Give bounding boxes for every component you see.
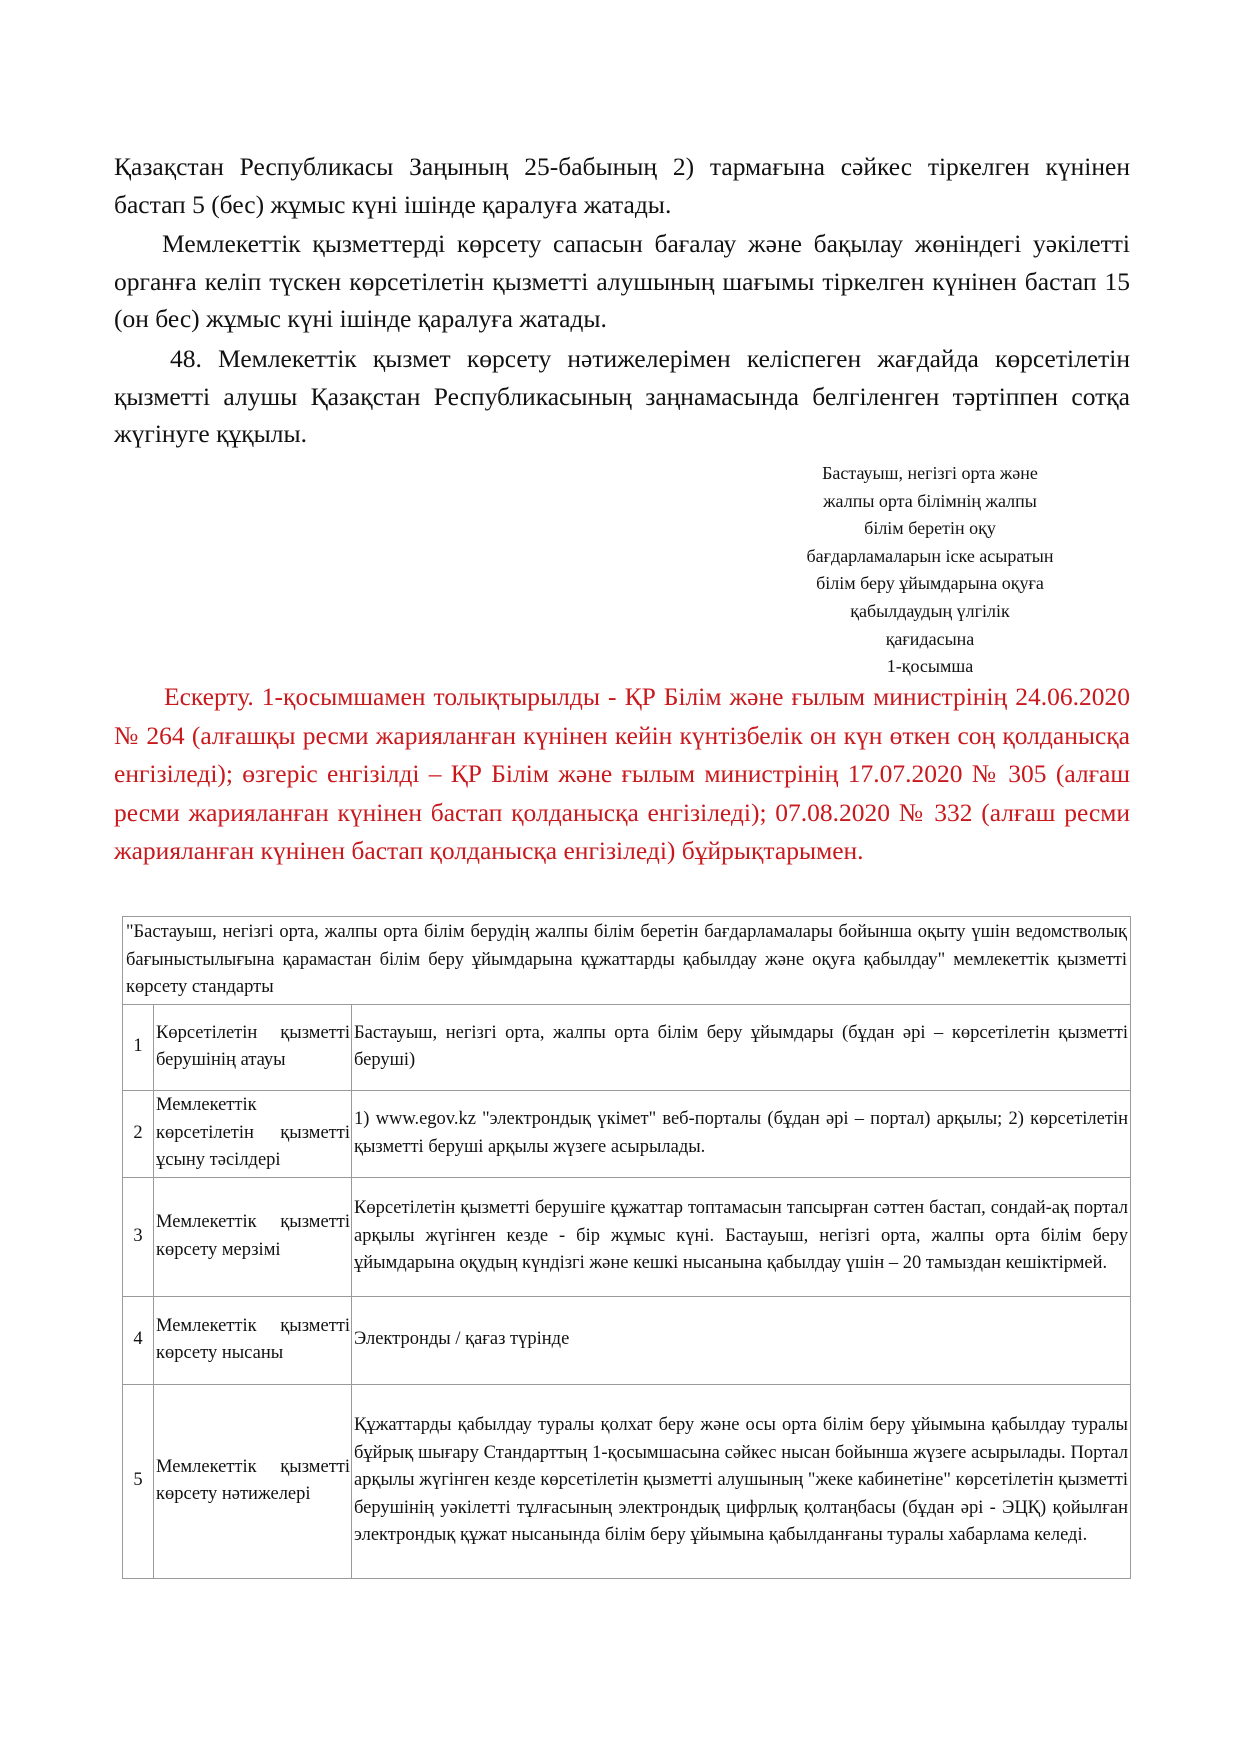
row-value: Құжаттарды қабылдау туралы қолхат беру және осы орта білім беру ұйымына қабылдау туралы бұйрық шығару Стандарттың 1-қосымшасына сәйкес нысан бойынша жүзеге асырылады. Портал арқылы жүгінген кезде көрсетілетін қызметті алушының "жеке кабинетіне" көрсетілетін қызметті берушінің уәкілетті тұлғасының электрондық цифрлық қолтаңбасы (бұдан әрі - ЭЦҚ) қойылған электрондық құжат нысанында білім беру ұйымына қабылданғаны туралы хабарлама келеді. bbox=[352, 1384, 1131, 1578]
row-label: Көрсетілетін қызметті берушінің атауы bbox=[154, 1004, 352, 1090]
row-number: 1 bbox=[123, 1004, 154, 1090]
row-value: Көрсетілетін қызметті берушіге құжаттар топтамасын тапсырған сәттен бастап, сондай-ақ портал арқылы жүгінген кезде - бір жұмыс күні. Бастауыш, негізгі орта, жалпы орта білім беру ұйымдарына оқудың күндізгі және кешкі нысанына қабылдау үшін – 20 тамыздан кешіктірмей. bbox=[352, 1177, 1131, 1296]
row-value: Бастауыш, негізгі орта, жалпы орта білім беру ұйымдары (бұдан әрі – көрсетілетін қызметті беруші) bbox=[352, 1004, 1131, 1090]
table-title-row bbox=[123, 917, 1131, 1005]
table-row bbox=[123, 1296, 1131, 1384]
amendment-note: Ескерту. 1-қосымшамен толықтырылды - ҚР Білім және ғылым министрінің 24.06.2020 № 264 (алғашқы ресми жарияланған күнінен кейін күнтізбелік он күн өткен соң қолданысқа енгізіледі); өзгеріс енгізілді – ҚР Білім және ғылым министрінің 17.07.2020 № 305 (алғаш ресми жарияланған күнінен бастап қолданысқа енгізіледі); 07.08.2020 № 332 (алғаш ресми жарияланған күнінен бастап қолданысқа енгізіледі) бұйрықтарымен. bbox=[114, 682, 1130, 865]
table-row bbox=[123, 1177, 1131, 1296]
service-standard-table bbox=[122, 916, 1131, 1579]
row-label: Мемлекеттік қызметті көрсету нысаны bbox=[154, 1296, 352, 1384]
paragraph-complaint-5-days bbox=[114, 148, 1130, 223]
row-label: Мемлекеттік көрсетілетін қызметті ұсыну тәсілдері bbox=[154, 1090, 352, 1177]
paragraph-text: Мемлекеттік қызметтерді көрсету сапасын бағалау және бақылау жөніндегі уәкілетті органға келіп түскен көрсетілетін қызметті алушының шағымы тіркелген күнінен бастап 15 (он бес) жұмыс күні ішінде қаралуға жатады. bbox=[114, 229, 1130, 333]
table-row bbox=[123, 1090, 1131, 1177]
paragraph-48-court-appeal bbox=[114, 340, 1130, 453]
paragraph-text: 48. Мемлекеттік қызмет көрсету нәтижелерімен келіспеген жағдайда көрсетілетін қызметті алушы Қазақстан Республикасының заңнамасында белгіленген тәртіппен сотқа жүгінуге құқылы. bbox=[114, 344, 1130, 448]
paragraph-complaint-15-days bbox=[114, 225, 1130, 338]
row-number: 2 bbox=[123, 1090, 154, 1177]
row-number: 5 bbox=[123, 1384, 154, 1578]
appendix-heading-note: Бастауыш, негізгі орта және жалпы орта білімнің жалпы білім беретін оқу бағдарламаларын іске асыратын білім беру ұйымдарына оқуға қабылдаудың үлгілік қағидасына 1-қосымша bbox=[806, 463, 1054, 677]
row-label: Мемлекеттік қызметті көрсету нәтижелері bbox=[154, 1384, 352, 1578]
row-label: Мемлекеттік қызметті көрсету мерзімі bbox=[154, 1177, 352, 1296]
paragraph-text: Қазақстан Республикасы Заңының 25-бабының 2) тармағына сәйкес тіркелген күнінен бастап 5 (бес) жұмыс күні ішінде қаралуға жатады. bbox=[114, 152, 1130, 219]
table-row bbox=[123, 1384, 1131, 1578]
row-value: 1) www.egov.kz "электрондық үкімет" веб-порталы (бұдан әрі – портал) арқылы; 2) көрсетілетін қызметті беруші арқылы жүзеге асырылады. bbox=[352, 1090, 1131, 1177]
table-row bbox=[123, 1004, 1131, 1090]
row-number: 4 bbox=[123, 1296, 154, 1384]
row-value: Электронды / қағаз түрінде bbox=[352, 1296, 1131, 1384]
row-number: 3 bbox=[123, 1177, 154, 1296]
table-title: "Бастауыш, негізгі орта, жалпы орта білім берудің жалпы білім беретін бағдарламалары бойынша оқыту үшін ведомстволық бағыныстылығына қарамастан білім беру ұйымдарына құжаттарды қабылдау және оқуға қабылдау" мемлекеттік қызметті көрсету стандарты bbox=[123, 917, 1131, 1005]
